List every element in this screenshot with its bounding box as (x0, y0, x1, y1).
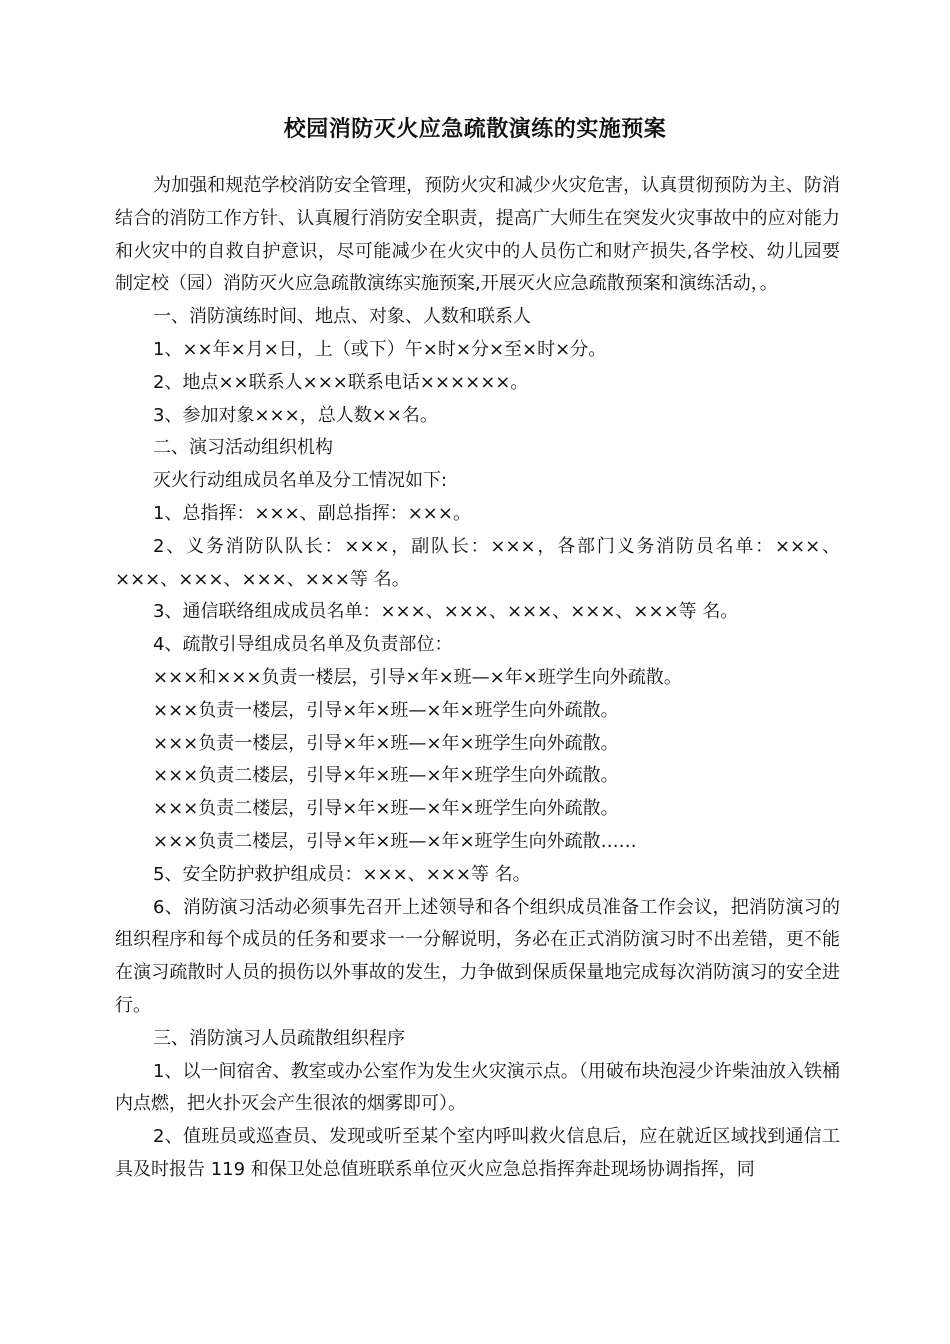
paragraph-fire-demo: 1、以一间宿舍、教室或办公室作为发生火灾演示点。（用破布块泡浸少许柴油放入铁桶内点燃，把火扑灭会产生很浓的烟雾即可）。 (115, 1060, 840, 1115)
document-body (115, 170, 840, 1187)
paragraph-floor-assignment: ×××负责二楼层，引导×年×班—×年×班学生向外疏散。 (153, 798, 619, 820)
paragraph-safety-team: 5、安全防护救护组成员：×××、×××等 名。 (153, 863, 531, 885)
paragraph-location: 2、地点××联系人×××联系电话××××××。 (153, 371, 529, 393)
paragraph-floor-assignment: ×××负责一楼层，引导×年×班—×年×班学生向外疏散。 (153, 732, 619, 754)
section-heading-3: 三、消防演习人员疏散组织程序 (153, 1027, 405, 1049)
paragraph-participants: 3、参加对象×××，总人数××名。 (153, 404, 438, 426)
paragraph-floor-assignment: ×××负责二楼层，引导×年×班—×年×班学生向外疏散。 (153, 765, 619, 787)
document-title: 校园消防灭火应急疏散演练的实施预案 (283, 117, 667, 142)
section-heading-2: 二、演习活动组织机构 (153, 437, 333, 459)
paragraph-floor-assignment: ×××负责一楼层，引导×年×班—×年×班学生向外疏散。 (153, 699, 619, 721)
paragraph-floor-assignment: ×××负责二楼层，引导×年×班—×年×班学生向外疏散…… (153, 830, 637, 852)
paragraph-communication: 3、通信联络组成成员名单：×××、×××、×××、×××、×××等 名。 (153, 601, 739, 623)
paragraph-preparation-meeting: 6、消防演习活动必须事先召开上述领导和各个组织成员准备工作会议，把消防演习的组织程序和每个成员的任务和要求一一分解说明，务必在正式消防演习时不出差错，更不能在演习疏散时人员的损伤以外事故的发生，力争做到保质保量地完成每次消防演习的安全进行。 (115, 896, 840, 1016)
paragraph-commander: 1、总指挥：×××、副总指挥：×××。 (153, 502, 471, 524)
paragraph-intro: 为加强和规范学校消防安全管理，预防火灾和减少火灾危害，认真贯彻预防为主、防消结合的消防工作方针、认真履行消防安全职责，提高广大师生在突发火灾事故中的应对能力和火灾中的自救自护意识，尽可能减少在火灾中的人员伤亡和财产损失,各学校、幼儿园要制定校（园）消防灭火应急疏散演练实施预案,开展灭火应急疏散预案和演练活动，。 (115, 175, 840, 295)
section-heading-1: 一、消防演练时间、地点、对象、人数和联系人 (153, 306, 531, 328)
paragraph-evacuation-guide: 4、疏散引导组成员名单及负责部位： (153, 634, 453, 656)
paragraph-time: 1、××年×月×日，上（或下）午×时×分×至×时×分。 (153, 338, 607, 360)
paragraph-report-procedure: 2、值班员或巡查员、发现或听至某个室内呼叫救火信息后，应在就近区域找到通信工具及时报告 119 和保卫处总值班联系单位灭火应急总指挥奔赴现场协调指挥，同 (115, 1126, 840, 1180)
paragraph-team-intro: 灭火行动组成员名单及分工情况如下: (153, 470, 448, 492)
paragraph-fire-brigade: 2、义务消防队队长：×××，副队长：×××，各部门义务消防员名单：×××、×××、×××、×××、×××等 名。 (115, 535, 840, 590)
paragraph-floor-assignment: ×××和×××负责一楼层，引导×年×班—×年×班学生向外疏散。 (153, 666, 682, 688)
